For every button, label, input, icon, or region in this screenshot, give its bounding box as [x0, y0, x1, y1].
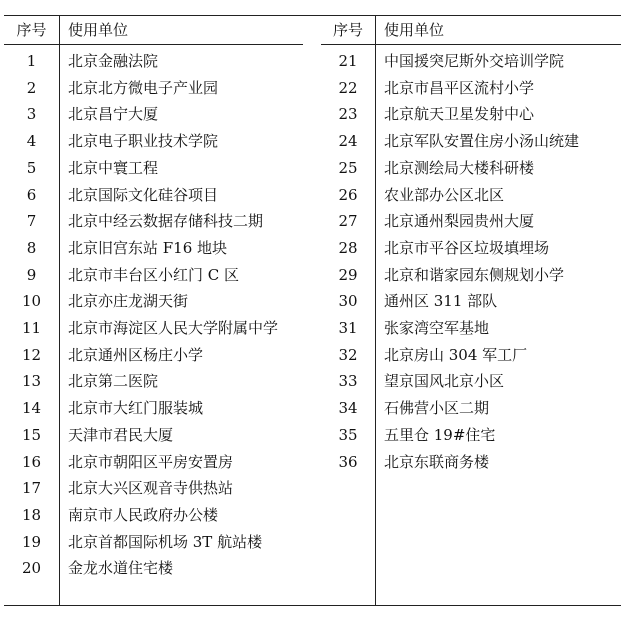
row-unit: 北京航天卫星发射中心 [384, 105, 535, 123]
row-unit: 北京市丰台区小红门 C 区 [68, 266, 240, 284]
row-number: 27 [338, 212, 358, 230]
row-number: 4 [26, 132, 37, 150]
row-unit: 张家湾空军基地 [384, 319, 490, 337]
row-number: 20 [21, 559, 42, 577]
row-unit: 北京北方微电子产业园 [68, 79, 219, 97]
row-number: 33 [338, 372, 358, 390]
header-rule-left [4, 44, 303, 45]
row-unit: 北京东联商务楼 [384, 453, 490, 471]
header-unit-left: 使用单位 [68, 21, 129, 39]
row-number: 26 [338, 186, 358, 204]
row-unit: 北京市海淀区人民大学附属中学 [68, 319, 279, 337]
row-unit: 北京电子职业技术学院 [68, 132, 219, 150]
row-number: 2 [26, 79, 37, 97]
row-number: 14 [21, 399, 42, 417]
row-unit: 北京市朝阳区平房安置房 [68, 453, 234, 471]
row-unit: 南京市人民政府办公楼 [68, 506, 219, 524]
row-unit: 北京国际文化硅谷项目 [68, 186, 219, 204]
row-unit: 通州区 311 部队 [384, 292, 498, 310]
row-number: 13 [21, 372, 42, 390]
row-unit: 中国援突尼斯外交培训学院 [384, 52, 565, 70]
row-unit: 北京亦庄龙湖天街 [68, 292, 189, 310]
row-unit: 天津市君民大厦 [68, 426, 174, 444]
header-rule-right [321, 44, 621, 45]
row-number: 17 [21, 479, 42, 497]
row-number: 30 [338, 292, 358, 310]
row-unit: 北京和谐家园东侧规划小学 [384, 266, 565, 284]
row-number: 24 [338, 132, 358, 150]
row-number: 5 [26, 159, 37, 177]
row-number: 3 [26, 105, 37, 123]
table-bottom-rule [4, 605, 621, 606]
row-number: 19 [21, 533, 42, 551]
row-unit: 北京市大红门服装城 [68, 399, 204, 417]
row-unit: 北京军队安置住房小汤山统建 [384, 132, 580, 150]
row-number: 15 [21, 426, 42, 444]
row-number: 28 [338, 239, 358, 257]
row-unit: 北京金融法院 [68, 52, 159, 70]
row-number: 7 [26, 212, 37, 230]
row-unit: 五里仓 19#住宅 [384, 426, 496, 444]
row-number: 10 [21, 292, 42, 310]
row-unit: 北京中经云数据存储科技二期 [68, 212, 264, 230]
row-unit: 北京通州梨园贵州大厦 [384, 212, 535, 230]
row-number: 25 [338, 159, 358, 177]
row-number: 6 [26, 186, 37, 204]
column-divider-left [59, 15, 60, 606]
row-unit: 北京市平谷区垃圾填埋场 [384, 239, 550, 257]
row-unit: 北京昌宁大厦 [68, 105, 159, 123]
row-unit: 北京测绘局大楼科研楼 [384, 159, 535, 177]
row-unit: 北京中寰工程 [68, 159, 159, 177]
row-number: 32 [338, 346, 358, 364]
row-unit: 北京旧宫东站 F16 地块 [68, 239, 228, 257]
row-number: 8 [26, 239, 37, 257]
row-unit: 农业部办公区北区 [384, 186, 505, 204]
row-number: 29 [338, 266, 358, 284]
row-number: 34 [338, 399, 358, 417]
row-number: 9 [26, 266, 37, 284]
header-no-right: 序号 [332, 21, 363, 39]
row-number: 36 [338, 453, 358, 471]
row-number: 21 [338, 52, 358, 70]
row-unit: 石佛营小区二期 [384, 399, 490, 417]
row-number: 31 [338, 319, 358, 337]
header-unit-right: 使用单位 [384, 21, 445, 39]
row-number: 16 [21, 453, 42, 471]
row-unit: 北京房山 304 军工厂 [384, 346, 528, 364]
row-number: 23 [338, 105, 358, 123]
row-number: 1 [26, 52, 37, 70]
row-unit: 北京大兴区观音寺供热站 [68, 479, 234, 497]
row-unit: 金龙水道住宅楼 [68, 559, 174, 577]
row-number: 22 [338, 79, 358, 97]
row-unit: 北京通州区杨庄小学 [68, 346, 204, 364]
column-divider-right [375, 15, 376, 606]
table-top-rule [4, 15, 621, 16]
row-number: 35 [338, 426, 358, 444]
row-unit: 北京第二医院 [68, 372, 159, 390]
row-unit: 北京市昌平区流村小学 [384, 79, 535, 97]
row-unit: 望京国风北京小区 [384, 372, 505, 390]
row-number: 11 [21, 319, 42, 337]
row-number: 18 [21, 506, 42, 524]
header-no-left: 序号 [16, 21, 47, 39]
row-number: 12 [21, 346, 42, 364]
row-unit: 北京首都国际机场 3T 航站楼 [68, 533, 263, 551]
